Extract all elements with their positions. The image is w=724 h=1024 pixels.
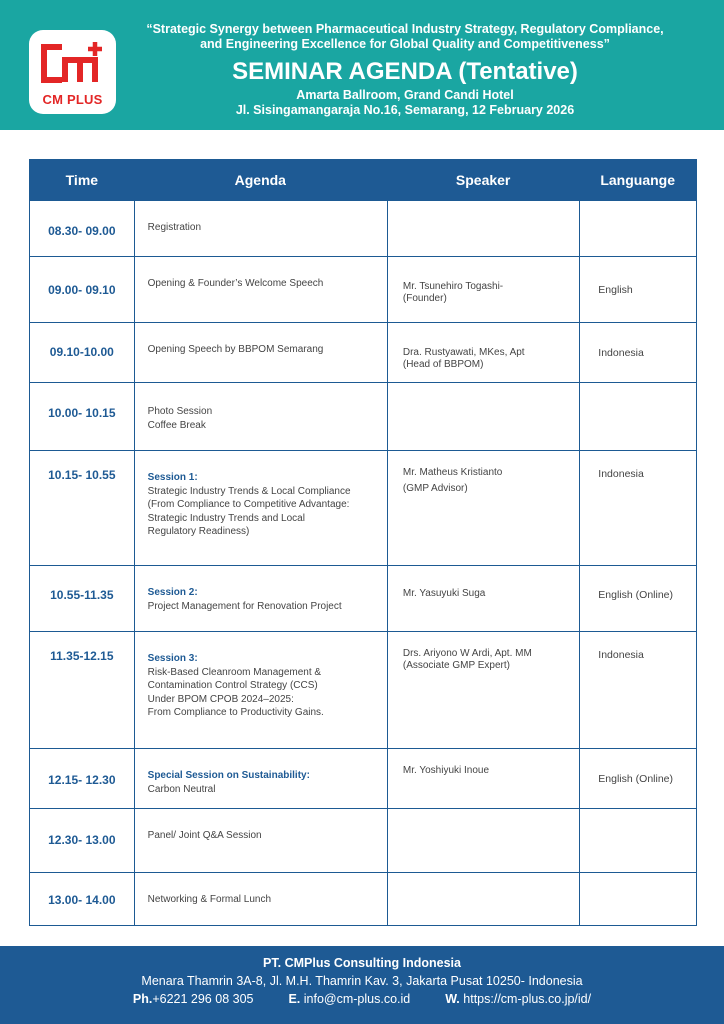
session-label: Special Session on Sustainability: (147, 770, 310, 781)
time-cell: 10.55-11.35 (50, 588, 114, 602)
agenda-line: (From Compliance to Competitive Advantage: (147, 499, 350, 510)
language-cell: English (Online) (579, 749, 696, 808)
speaker-line: Drs. Ariyono W Ardi, Apt. MM (402, 648, 532, 659)
phone-label: Ph. (132, 992, 153, 1006)
table-row (30, 200, 696, 256)
table-row (30, 256, 696, 322)
agenda-line: Strategic Industry Trends & Local Compliance (147, 485, 351, 497)
speaker-line: Mr. Yasuyuki Suga (402, 588, 486, 599)
cm-plus-logo (29, 30, 116, 114)
agenda-line: Photo Session (147, 406, 213, 417)
contact-line (0, 992, 724, 1006)
agenda-cell (134, 451, 387, 565)
website-link[interactable]: https://cm-plus.co.jp/id/ (463, 992, 592, 1006)
speaker-cell (387, 323, 579, 382)
header-agenda: Agenda (234, 172, 286, 188)
table-row (30, 808, 696, 872)
time-cell: 10.15- 10.55 (48, 468, 116, 482)
email-label: E. (288, 992, 301, 1006)
agenda-line: Coffee Break (147, 419, 206, 431)
agenda-cell (134, 809, 387, 872)
speaker-cell (387, 257, 579, 322)
time-cell: 13.00- 14.00 (48, 893, 116, 907)
speaker-cell (387, 809, 579, 872)
session-label: Session 1: (147, 472, 198, 483)
cm-plus-logo-mark-icon (29, 30, 116, 94)
speaker-cell (387, 632, 579, 748)
time-cell: 12.30- 13.00 (48, 833, 116, 847)
company-address: Menara Thamrin 3A-8, Jl. M.H. Thamrin Kav. 3, Jakarta Pusat 10250- Indonesia (141, 974, 583, 988)
page-title: SEMINAR AGENDA (Tentative) (232, 58, 578, 85)
header-language: Languange (600, 172, 675, 188)
language-cell: English (Online) (579, 566, 696, 631)
agenda-line: Networking & Formal Lunch (147, 894, 272, 905)
table-row (30, 631, 696, 748)
table-body (30, 200, 696, 925)
speaker-cell (387, 383, 579, 450)
time-cell: 11.35-12.15 (50, 649, 114, 663)
agenda-cell (134, 257, 387, 322)
page-footer (0, 946, 724, 1024)
agenda-line: Opening & Founder’s Welcome Speech (147, 278, 324, 289)
speaker-line: Dra. Rustyawati, MKes, Apt (402, 347, 525, 358)
phone-number: +6221 296 08 305 (152, 992, 254, 1006)
speaker-cell (387, 201, 579, 256)
speaker-line: (GMP Advisor) (402, 483, 468, 494)
speaker-cell (387, 749, 579, 808)
agenda-line: Panel/ Joint Q&A Session (147, 830, 262, 841)
table-row (30, 450, 696, 565)
table-row (30, 872, 696, 925)
agenda-line: Strategic Industry Trends and Local (147, 512, 305, 524)
agenda-cell (134, 873, 387, 925)
table-row (30, 748, 696, 808)
speaker-line: (Founder) (402, 293, 447, 304)
agenda-line: Project Management for Renovation Project (147, 600, 342, 612)
agenda-cell (134, 383, 387, 450)
agenda-cell (134, 323, 387, 382)
table-header (30, 160, 696, 200)
agenda-cell (134, 632, 387, 748)
time-cell: 12.15- 12.30 (48, 773, 116, 787)
table-row (30, 382, 696, 450)
speaker-line: (Associate GMP Expert) (402, 660, 510, 671)
language-cell: Indonesia (579, 451, 696, 565)
time-cell: 09.00- 09.10 (48, 283, 116, 297)
agenda-line: Contamination Control Strategy (CCS) (147, 680, 318, 691)
table-row (30, 565, 696, 631)
header-speaker: Speaker (455, 172, 511, 188)
seminar-tagline: “Strategic Synergy between Pharmaceutical Industry Strategy, Regulatory Compliance, and Engineering Excellence for Global Quality and Competitiveness” (146, 22, 664, 51)
venue-info: Amarta Ballroom, Grand Candi Hotel Jl. Sisingamangaraja No.16, Semarang, 12 February 2026 (235, 88, 575, 117)
agenda-line: Opening Speech by BBPOM Semarang (147, 344, 324, 355)
session-label: Session 3: (147, 653, 198, 664)
speaker-line: Mr. Tsunehiro Togashi- (402, 281, 504, 292)
speaker-cell (387, 566, 579, 631)
page-header (0, 0, 724, 130)
agenda-line: Under BPOM CPOB 2024–2025: (147, 693, 294, 705)
agenda-cell (134, 749, 387, 808)
agenda-line: Risk-Based Cleanroom Management & (147, 666, 322, 678)
speaker-line: Mr. Yoshiyuki Inoue (402, 765, 490, 776)
language-cell: Indonesia (579, 632, 696, 748)
email-link[interactable]: info@cm-plus.co.id (303, 992, 411, 1006)
agenda-line: Registration (147, 222, 202, 233)
agenda-line: Carbon Neutral (147, 783, 216, 795)
speaker-cell (387, 451, 579, 565)
language-cell: English (579, 257, 696, 322)
time-cell: 09.10-10.00 (49, 345, 114, 359)
language-cell (579, 383, 696, 450)
session-label: Session 2: (147, 587, 198, 598)
logo-wordmark: CM PLUS (42, 92, 103, 107)
agenda-cell (134, 566, 387, 631)
language-cell (579, 809, 696, 872)
language-cell (579, 873, 696, 925)
web-label: W. (445, 992, 460, 1006)
language-cell (579, 201, 696, 256)
time-cell: 10.00- 10.15 (48, 406, 116, 420)
company-name: PT. CMPlus Consulting Indonesia (263, 956, 461, 970)
time-cell: 08.30- 09.00 (48, 224, 116, 238)
agenda-table (29, 159, 697, 926)
header-time: Time (65, 172, 99, 188)
language-cell: Indonesia (579, 323, 696, 382)
table-row (30, 322, 696, 382)
speaker-line: (Head of BBPOM) (402, 359, 484, 370)
agenda-cell (134, 201, 387, 256)
agenda-line: Regulatory Readiness) (147, 526, 250, 537)
speaker-cell (387, 873, 579, 925)
agenda-line: From Compliance to Productivity Gains. (147, 707, 324, 718)
speaker-line: Mr. Matheus Kristianto (402, 467, 503, 478)
